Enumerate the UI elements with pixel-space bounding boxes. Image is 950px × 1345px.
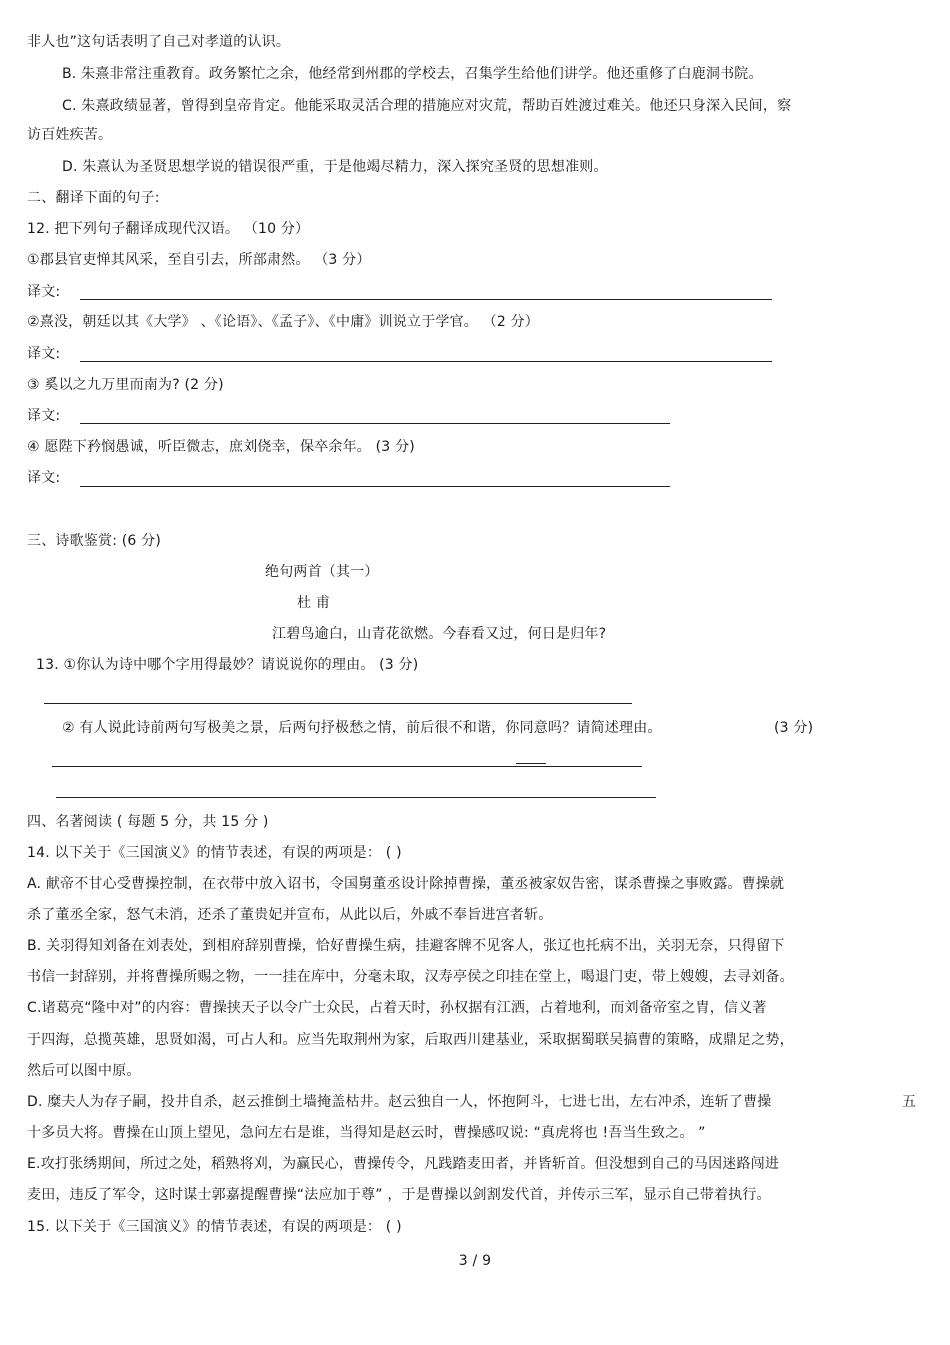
q14-option-c-line2: 于四海，总揽英雄，思贤如渴，可占人和。应当先取荆州为家，后取西川建基业，采取据蜀联吴搞曹的策略，成鼎足之势， [27, 1032, 794, 1048]
q15-prompt: 15. 以下关于《三国演义》的情节表述，有误的两项是： ( ) [27, 1219, 402, 1235]
q13-answer-line-3[interactable] [56, 797, 656, 798]
q14-option-e-line1: E.攻打张绣期间，所过之处，稻熟将刈，为赢民心，曹操传令，凡践踏麦田者，并皆斩首。但没想到自己的马因迷路闯进 [27, 1156, 780, 1172]
q14-option-a-line1: A. 献帝不甘心受曹操控制，在衣带中放入诏书，令国舅董丞设计除掉曹操，董丞被家奴告密，谋杀曹操之事败露。曹操就 [27, 876, 785, 892]
q14-option-e-line2: 麦田，违反了军令，这时谋士郭嘉提醒曹操“法应加于尊” ，于是曹操以剑割发代首，并传示三军，显示自己带着执行。 [27, 1187, 771, 1203]
section2-heading: 二、翻译下面的句子: [27, 190, 160, 206]
poem-author: 杜 甫 [297, 595, 331, 611]
answer-line-4[interactable] [80, 486, 670, 487]
q14-prompt: 14. 以下关于《三国演义》的情节表述，有误的两项是： ( ) [27, 845, 402, 861]
q14-option-b-line1: B. 关羽得知刘备在刘表处，到相府辞别曹操，恰好曹操生病，挂避客牌不见客人，张辽也托病不出，关羽无奈，只得留下 [27, 938, 785, 954]
sentence-1: ①郡县官吏惮其风采，至自引去，所部肃然。 （3 分） [27, 252, 371, 268]
answer-label-2: 译文: [27, 346, 61, 362]
q13-part2-score: (3 分) [774, 720, 814, 736]
answer-line-3[interactable] [80, 423, 670, 424]
q14-option-c-line3: 然后可以图中原。 [27, 1063, 141, 1079]
q11-option-c-line2: 访百姓疾苦。 [27, 127, 113, 143]
sentence-2: ②熹没，朝廷以其《大学》 、《论语》、《孟子》、《中庸》训说立于学官。 （2 分） [27, 314, 540, 330]
page-number: 3 / 9 [458, 1253, 492, 1269]
q13-part2: ② 有人说此诗前两句写极美之景，后两句抒极愁之情，前后很不和谐，你同意吗？请简述理由。 [62, 720, 662, 736]
answer-label-1: 译文: [27, 284, 61, 300]
section4-heading: 四、名著阅读 ( 每题 5 分，共 15 分 ) [27, 814, 269, 830]
q13-part1: 13. ①你认为诗中哪个字用得最妙？请说说你的理由。 (3 分) [36, 657, 419, 673]
q12-prompt: 12. 把下列句子翻译成现代汉语。 （10 分） [27, 221, 310, 237]
q13-answer-line-1[interactable] [44, 703, 632, 704]
q14-option-c-line1: C.诸葛亮“隆中对”的内容：曹操挟天子以令广士众民，占着天时，孙权据有江洒，占着地利，而刘备帝室之胄，信义著 [27, 1000, 767, 1016]
section3-heading: 三、诗歌鉴赏: (6 分) [27, 533, 162, 549]
line-mark [516, 763, 546, 764]
poem-text: 江碧鸟逾白，山青花欲燃。今春看又过，何日是归年? [272, 626, 607, 642]
answer-label-4: 译文: [27, 470, 61, 486]
answer-line-1[interactable] [80, 299, 772, 300]
q11-option-c-line1: C. 朱熹政绩显著，曾得到皇帝肯定。他能采取灵活合理的措施应对灾荒，帮助百姓渡过难关。他还只身深入民间，察 [62, 98, 792, 114]
sentence-3: ③ 奚以之九万里而南为? (2 分) [27, 377, 224, 393]
q14-option-b-line2: 书信一封辞别，并将曹操所赐之物，一一挂在库中，分毫未取，汉寿亭侯之印挂在堂上，喝退门吏，带上嫂嫂，去寻刘备。 [27, 969, 794, 985]
poem-title: 绝句两首（其一） [265, 564, 379, 580]
q11-option-d: D. 朱熹认为圣贤思想学说的错误很严重，于是他竭尽精力，深入探究圣贤的思想准则。 [62, 159, 608, 175]
answer-label-3: 译文: [27, 408, 61, 424]
q11-a-tail: 非人也”这句话表明了自己对孝道的认识。 [27, 34, 291, 50]
q14-option-d-line2: 十多员大将。曹操在山顶上望见，急问左右是谁，当得知是赵云时，曹操感叹说: “真虎将也 !吾当生致之。 ” [27, 1125, 706, 1141]
sentence-4: ④ 愿陛下矜悯愚诚，听臣微志，庶刘侥幸，保卒余年。 (3 分) [27, 439, 415, 455]
q13-answer-line-2[interactable] [52, 766, 642, 767]
q14-option-d-line1: D. 糜夫人为存子嗣，投井自杀，赵云推倒土墙掩盖枯井。赵云独自一人，怀抱阿斗，七进七出，左右冲杀，连斩了曹操 [27, 1094, 772, 1110]
q14-option-a-line2: 杀了董丞全家，怒气未消，还杀了董贵妃并宣布，从此以后，外戚不奉旨进宫者斩。 [27, 907, 553, 923]
answer-line-2[interactable] [80, 361, 772, 362]
q11-option-b: B. 朱熹非常注重教育。政务繁忙之余，他经常到州郡的学校去，召集学生给他们讲学。他还重修了白鹿洞书院。 [62, 66, 763, 82]
q14-option-d-line1-end: 五 [902, 1094, 917, 1110]
